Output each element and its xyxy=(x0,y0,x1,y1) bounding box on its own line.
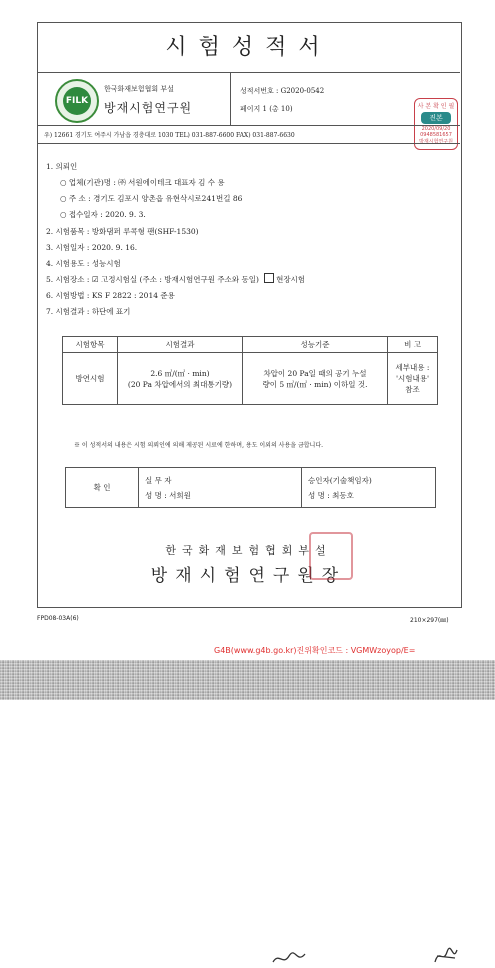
remark-line: 세부내용 : xyxy=(395,363,430,372)
criterion-line: 차압이 20 Pa일 때의 공기 누설 xyxy=(263,368,367,378)
confirm-label: 확 인 xyxy=(66,468,139,508)
signature-row xyxy=(66,468,436,508)
approver-cell xyxy=(302,468,436,508)
divider xyxy=(37,143,460,144)
footer-org-head: 방재시험연구원장 xyxy=(150,566,347,586)
table-row xyxy=(63,353,438,405)
client-company: ○ 업체(기관)명 : ㈜ 서원에이테크 대표자 김 수 용 xyxy=(60,178,225,187)
tester-cell xyxy=(139,468,302,508)
logo-text: FILK xyxy=(63,87,91,115)
criterion-line: 량이 5 ㎥/(㎡ · min) 이하일 것. xyxy=(262,379,368,389)
location-option-field: 현장시험 xyxy=(273,275,306,284)
location-option-fixed: 고정시험실 (주소 : 방재시험연구원 주소와 동일) xyxy=(98,275,259,284)
test-location xyxy=(46,273,305,286)
divider xyxy=(37,125,460,126)
footer-org-subtitle: 한국화재보험협회부설 xyxy=(165,544,332,557)
result-value: 2.6 ㎥/(㎡ · min) xyxy=(150,368,210,378)
official-seal xyxy=(309,532,353,580)
divider xyxy=(230,72,231,125)
tester-name: 성 명 : 서희원 xyxy=(145,490,191,500)
cell-test-item: 방연시험 xyxy=(63,353,118,405)
form-code: FPD08-03A(6) xyxy=(37,615,79,622)
verification-code: G4B(www.g4b.go.kr)진위확인코드 : VGMWzoyop/E= xyxy=(214,646,416,655)
checkbox-checked-icon: ☑ xyxy=(91,275,99,284)
test-method: 6. 시험방법 : KS F 2822 : 2014 준용 xyxy=(46,291,175,300)
divider xyxy=(37,72,460,73)
approver-role: 승인자(기술책임자) xyxy=(308,475,372,485)
result-note: (20 Pa 차압에서의 최대통기량) xyxy=(127,379,233,389)
remark-line: '시험내용' xyxy=(395,374,430,383)
remark-line: 참조 xyxy=(405,385,420,394)
org-subtitle: 한국화재보험협회 부설 xyxy=(104,85,174,93)
address-line: 우) 12661 경기도 여주시 가남읍 경충대로 1030 TEL) 031-887-6600 FAX) 031-887-6630 xyxy=(44,132,295,139)
checkbox-empty-icon xyxy=(264,273,274,283)
test-purpose: 4. 시험용도 : 성능시험 xyxy=(46,259,121,268)
stamp-label: 사 본 확 인 필 xyxy=(417,103,455,110)
cell-criterion xyxy=(243,353,388,405)
test-location-label: 5. 시험장소 : xyxy=(46,275,90,284)
receipt-date: ○ 접수일자 : 2020. 9. 3. xyxy=(60,210,146,219)
signature-table xyxy=(65,467,436,508)
column-header: 시험항목 xyxy=(63,337,118,353)
org-name: 방재시험연구원 xyxy=(104,101,193,115)
test-result: 7. 시험결과 : 하단에 표기 xyxy=(46,307,131,316)
client-heading: 1. 의뢰인 xyxy=(46,162,78,171)
cell-result xyxy=(118,353,243,405)
results-table xyxy=(62,336,438,405)
test-item: 2. 시험품목 : 방화댐퍼 루콕형 팬(SHF-1530) xyxy=(46,227,199,236)
approver-name: 성 명 : 최동호 xyxy=(308,490,354,500)
barcode-overlay xyxy=(0,660,495,700)
page-indicator: 페이지 1 (총 10) xyxy=(240,105,293,113)
filk-logo xyxy=(55,79,99,123)
column-header: 성능기준 xyxy=(243,337,388,353)
stamp-badge: 진본 xyxy=(421,112,451,124)
approver-signature xyxy=(431,944,461,968)
stamp-id: 0948581657 xyxy=(420,132,452,138)
table-header-row xyxy=(63,337,438,353)
page-title: 시험성적서 xyxy=(165,35,332,60)
column-header: 시험결과 xyxy=(118,337,243,353)
tester-signature xyxy=(271,950,309,968)
stamp-date: 2020/09/20 xyxy=(421,126,451,132)
report-number: 성적서번호 : G2020-0542 xyxy=(240,87,325,95)
tester-role: 실 무 자 xyxy=(145,475,172,485)
client-address: ○ 주 소 : 경기도 김포시 양촌읍 유현삭시로241번길 86 xyxy=(60,194,243,203)
paper-size: 210×297(㎜) xyxy=(410,617,449,624)
column-header: 비 고 xyxy=(388,337,438,353)
cell-remark xyxy=(388,353,438,405)
test-date: 3. 시험일자 : 2020. 9. 16. xyxy=(46,243,138,252)
stamp-org: 방재시험연구원 xyxy=(419,139,453,145)
usage-notice: ※ 이 성적서의 내용은 시험 의뢰인에 의해 제공된 시료에 한하며, 용도 이외의 사용을 금합니다. xyxy=(74,442,324,449)
